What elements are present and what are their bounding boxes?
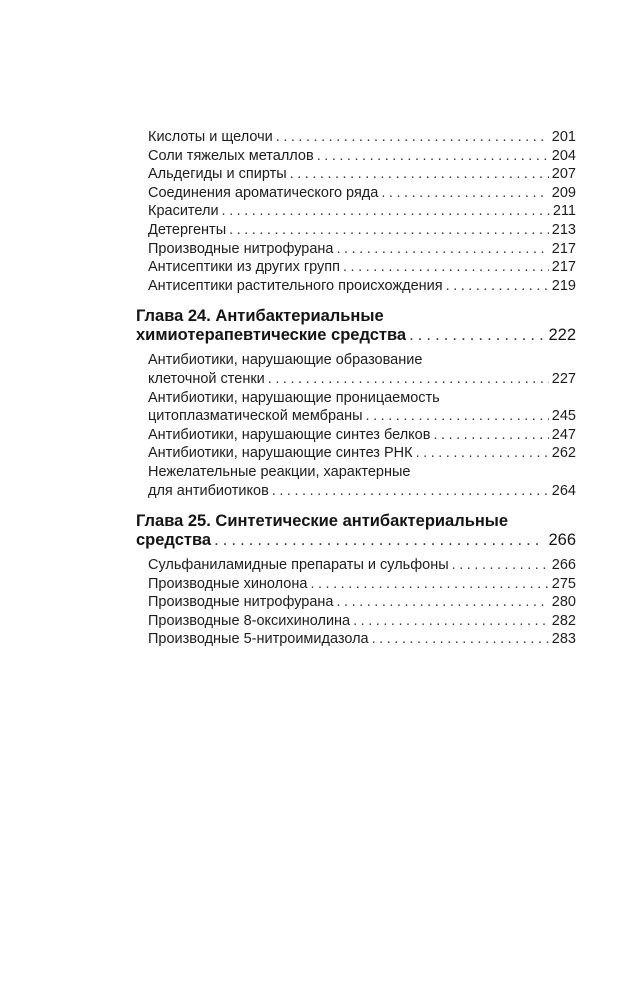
toc-chapter-24	[136, 307, 576, 500]
toc-entry-title: Кислоты и щелочи	[148, 129, 273, 145]
toc-intro-group	[136, 128, 576, 295]
toc-entry-title: Антисептики растительного происхождения	[148, 277, 443, 294]
dot-leader	[343, 258, 549, 277]
toc-entry-protein-synthesis[interactable]	[136, 426, 576, 445]
toc-entry-title: Производные нитрофурана	[148, 240, 334, 257]
toc-entry-page: 275	[551, 575, 576, 592]
dot-leader	[290, 165, 549, 184]
toc-entry-page: 280	[551, 594, 576, 611]
dot-leader	[317, 147, 549, 166]
toc-entry-page: 282	[551, 612, 576, 629]
toc-entry-page: 207	[551, 166, 576, 183]
dot-leader	[416, 444, 549, 463]
chapter-page: 266	[548, 531, 576, 550]
toc-entry-membrane[interactable]	[136, 389, 576, 426]
toc-entry-page: 217	[551, 259, 576, 276]
toc-entry-oxyquinolines[interactable]	[136, 612, 576, 631]
toc-entry-page: 247	[551, 426, 576, 443]
dot-leader	[229, 221, 549, 240]
toc-entry-title: Производные 5-нитроимидазола	[148, 631, 369, 648]
dot-leader	[366, 407, 549, 426]
toc-entry-page: 264	[551, 482, 576, 499]
chapter-25-entries	[136, 556, 576, 649]
toc-entry-plant-antiseptics[interactable]	[136, 277, 576, 296]
toc-entry-title: Производные нитрофурана	[148, 594, 334, 611]
chapter-title-line1[interactable]: Глава 24. Антибактериальные	[136, 307, 384, 326]
toc-entry-aldehydes[interactable]	[136, 165, 576, 184]
toc-entry-title-line1: Антибиотики, нарушающие проницаемость	[148, 389, 440, 406]
dot-leader	[433, 426, 548, 445]
toc-entry-title: Соли тяжелых металлов	[148, 147, 314, 164]
toc-entry-title: Производные 8-оксихинолина	[148, 612, 351, 629]
toc-entry-page: 211	[552, 203, 576, 220]
chapter-24-entries	[136, 351, 576, 500]
dot-leader	[310, 575, 548, 594]
toc-entry-quinolones[interactable]	[136, 575, 576, 594]
toc-entry-title: Соединения ароматического ряда	[148, 184, 379, 201]
toc-entry-title-line1: Антибиотики, нарушающие образование	[148, 352, 423, 369]
chapter-title-row[interactable]	[136, 326, 576, 345]
toc-entry-page: 283	[551, 631, 576, 648]
toc-entry-page: 262	[551, 445, 576, 462]
toc-entry-page: 209	[551, 184, 576, 201]
toc-entry-title: Сульфаниламидные препараты и сульфоны	[148, 557, 449, 574]
toc-entry-title: Антисептики из других групп	[148, 259, 340, 276]
toc-entry-page: 204	[551, 147, 576, 164]
toc-entry-page: 266	[551, 557, 576, 574]
toc-entry-nitrofuran[interactable]	[136, 240, 576, 259]
toc-entry-detergents[interactable]	[136, 221, 576, 240]
dot-leader	[446, 277, 549, 296]
toc-entry-title: клеточной стенки	[148, 370, 265, 387]
toc-entry-page: 227	[551, 370, 576, 387]
toc-entry-title: Антибиотики, нарушающие синтез РНК	[148, 445, 413, 462]
toc-entry-title: Производные хинолона	[148, 575, 308, 592]
table-of-contents	[136, 128, 576, 649]
toc-entry-nitroimidazoles[interactable]	[136, 630, 576, 649]
dot-leader	[222, 202, 550, 221]
dot-leader	[452, 556, 549, 575]
chapter-title-line1[interactable]: Глава 25. Синтетические антибактериальные	[136, 512, 509, 531]
dot-leader	[372, 630, 549, 649]
dot-leader	[337, 240, 549, 259]
toc-entry-sulfonamides[interactable]	[136, 556, 576, 575]
toc-entry-adverse-reactions[interactable]	[136, 463, 576, 500]
toc-entry-other-antiseptics[interactable]	[136, 258, 576, 277]
toc-entry-aromatic[interactable]	[136, 184, 576, 203]
dot-leader	[381, 184, 548, 203]
dot-leader	[272, 482, 549, 501]
dot-leader	[276, 128, 549, 147]
toc-chapter-25	[136, 512, 576, 649]
toc-entry-page: 213	[551, 221, 576, 238]
toc-entry-title: Альдегиды и спирты	[148, 166, 287, 183]
toc-entry-page: 217	[551, 240, 576, 257]
toc-entry-page: 219	[551, 277, 576, 294]
toc-entry-title: Детергенты	[148, 221, 227, 238]
toc-entry-title: цитоплазматической мембраны	[148, 408, 363, 425]
dot-leader	[214, 531, 545, 550]
toc-entry-title: для антибиотиков	[148, 482, 269, 499]
toc-entry-dyes[interactable]	[136, 202, 576, 221]
dot-leader	[268, 370, 549, 389]
toc-entry-page: 201	[551, 129, 576, 145]
toc-entry-title: Антибиотики, нарушающие синтез белков	[148, 426, 431, 443]
dot-leader	[409, 326, 545, 345]
toc-entry-nitrofurans[interactable]	[136, 593, 576, 612]
dot-leader	[337, 593, 549, 612]
chapter-page: 222	[548, 326, 576, 345]
chapter-title-line2: средства	[136, 531, 212, 550]
chapter-title-line2: химиотерапевтические средства	[136, 326, 407, 345]
dot-leader	[353, 612, 549, 631]
chapter-title-row[interactable]	[136, 531, 576, 550]
toc-entry-acids[interactable]	[136, 128, 576, 147]
toc-entry-page: 245	[551, 408, 576, 425]
toc-entry-rna-synthesis[interactable]	[136, 444, 576, 463]
toc-entry-cell-wall[interactable]	[136, 351, 576, 388]
toc-entry-title-line1: Нежелательные реакции, характерные	[148, 463, 411, 480]
toc-entry-title: Красители	[148, 203, 219, 220]
toc-entry-heavy-metals[interactable]	[136, 147, 576, 166]
